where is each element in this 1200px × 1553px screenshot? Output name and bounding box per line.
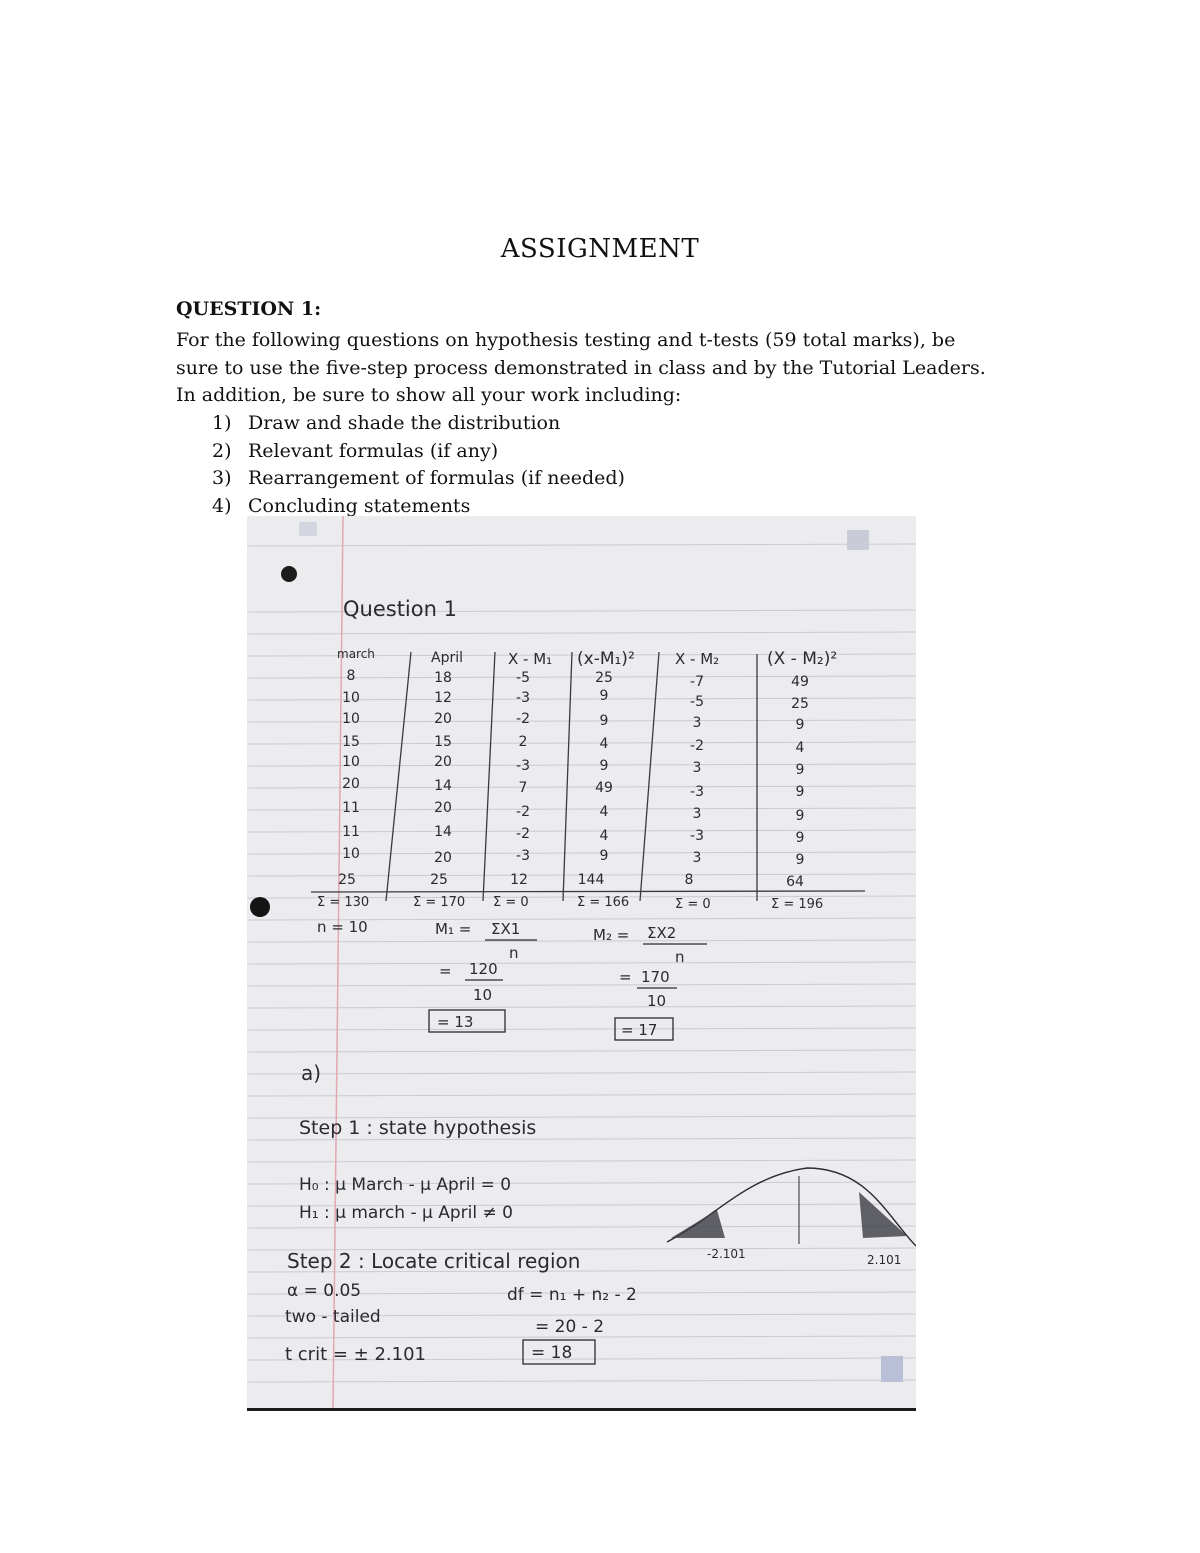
df-formula: df = n₁ + n₂ - 2 xyxy=(507,1285,637,1305)
formula-text: 10 xyxy=(473,986,493,1004)
list-number: 1) xyxy=(212,412,232,434)
table-cell: 9 xyxy=(795,717,805,733)
table-cell: 9 xyxy=(599,713,609,729)
table-cell: 9 xyxy=(795,762,805,778)
critical-value-right: 2.101 xyxy=(867,1253,902,1267)
table-cell: 11 xyxy=(342,824,360,840)
list-text: Draw and shade the distribution xyxy=(248,412,561,434)
hole-punch xyxy=(250,897,270,917)
table-cell: 10 xyxy=(342,754,360,770)
table-cell: 25 xyxy=(338,872,356,888)
table-cell: -7 xyxy=(690,674,704,690)
table-header: April xyxy=(431,650,463,666)
table-header: X - M₁ xyxy=(508,650,553,668)
df-result: = 18 xyxy=(531,1343,573,1363)
table-cell: -2 xyxy=(516,804,530,820)
table-row xyxy=(342,824,804,846)
part-label: a) xyxy=(301,1061,322,1085)
table-cell: 3 xyxy=(692,806,702,822)
rejection-region-right xyxy=(859,1192,907,1238)
corner-stamp-icon xyxy=(881,1356,903,1382)
table-cell: 15 xyxy=(342,734,360,750)
table-cell: 20 xyxy=(434,850,452,866)
alternative-hypothesis: H₁ : μ march - μ April ≠ 0 xyxy=(299,1203,513,1223)
hole-punch xyxy=(281,566,297,582)
formula-text: M₁ = xyxy=(435,920,472,938)
table-row xyxy=(342,800,804,824)
result-box: = 13 xyxy=(437,1013,474,1031)
table-cell: 25 xyxy=(595,670,613,686)
notebook-page-drawing xyxy=(247,516,916,1408)
table-cell: 18 xyxy=(434,670,452,686)
table-cell: 9 xyxy=(795,808,805,824)
table-header: (X - M₂)² xyxy=(767,649,838,669)
test-type: two - tailed xyxy=(285,1307,381,1327)
list-number: 4) xyxy=(212,494,232,517)
formula-text: 170 xyxy=(641,968,670,986)
table-row xyxy=(347,668,809,690)
list-number: 3) xyxy=(212,467,232,489)
list-number: 2) xyxy=(212,439,232,462)
table-cell: 9 xyxy=(795,852,805,868)
instruction-line: In addition, be sure to show all your work including: xyxy=(176,384,682,406)
mean-march-calc xyxy=(429,920,537,1032)
list-text: Rearrangement of formulas (if needed) xyxy=(248,467,625,489)
table-cell: 20 xyxy=(434,800,452,816)
instructions-paragraph xyxy=(176,327,1056,410)
table-cell: 3 xyxy=(692,715,702,731)
table-cell: 25 xyxy=(791,696,809,712)
table-cell: 25 xyxy=(430,872,448,888)
table-cell: -3 xyxy=(690,784,704,800)
table-cell: 4 xyxy=(599,804,609,820)
list-item xyxy=(212,438,625,466)
instruction-line: For the following questions on hypothesis testing and t-tests (59 total marks), be xyxy=(176,329,956,351)
null-hypothesis: H₀ : μ March - μ April = 0 xyxy=(299,1175,512,1195)
table-cell: -5 xyxy=(516,670,530,686)
table-cell: -2 xyxy=(690,738,704,754)
table-cell: 2 xyxy=(518,734,528,750)
step-2-heading: Step 2 : Locate critical region xyxy=(287,1249,581,1273)
table-cell: 10 xyxy=(342,711,360,727)
instruction-line: sure to use the five-step process demonstrated in class and by the Tutorial Leaders. xyxy=(176,356,986,379)
formula-text: ΣX2 xyxy=(647,924,677,942)
table-cell: 4 xyxy=(599,736,609,752)
table-cell: 10 xyxy=(342,846,360,862)
table-cell: 12 xyxy=(434,690,452,706)
corner-stamp-icon xyxy=(847,530,869,550)
table-cell: 3 xyxy=(692,850,702,866)
table-cell: 9 xyxy=(599,848,609,864)
mean-april-calc xyxy=(593,924,707,1040)
corner-stamp-icon xyxy=(299,522,317,536)
handwritten-notebook-photo xyxy=(247,516,916,1411)
sum-cell: Σ = 0 xyxy=(493,895,529,910)
formula-text: = xyxy=(439,962,452,980)
table-cell: -3 xyxy=(516,690,530,706)
table-cell: 49 xyxy=(791,674,809,690)
table-cell: 144 xyxy=(577,872,605,888)
table-header: X - M₂ xyxy=(675,650,720,668)
sum-cell: Σ = 170 xyxy=(413,895,466,910)
critical-value-left: -2.101 xyxy=(707,1247,746,1261)
formula-text: = xyxy=(619,968,632,986)
formula-text: n xyxy=(675,948,685,966)
table-cell: 64 xyxy=(786,874,804,890)
question-heading: QUESTION 1: xyxy=(176,298,322,320)
table-cell: 20 xyxy=(434,711,452,727)
alpha-level: α = 0.05 xyxy=(287,1281,362,1301)
sample-size: n = 10 xyxy=(317,918,368,936)
table-cell: 4 xyxy=(795,740,805,756)
table-cell: 9 xyxy=(599,688,609,704)
table-cell: 15 xyxy=(434,734,452,750)
formula-text: M₂ = xyxy=(593,926,630,944)
step-1-heading: Step 1 : state hypothesis xyxy=(299,1117,537,1139)
table-cell: -3 xyxy=(516,848,530,864)
table-cell: 20 xyxy=(434,754,452,770)
formula-text: ΣX1 xyxy=(491,920,521,938)
table-cell: 3 xyxy=(692,760,702,776)
rejection-region-left xyxy=(671,1210,725,1238)
table-cell: 14 xyxy=(434,778,452,794)
table-cell: 7 xyxy=(518,780,528,796)
sum-cell: Σ = 196 xyxy=(771,897,824,912)
formula-text: 10 xyxy=(647,992,667,1010)
table-row xyxy=(342,734,804,756)
table-cell: -2 xyxy=(516,826,530,842)
table-header: march xyxy=(337,647,375,661)
formula-text: 120 xyxy=(469,960,498,978)
table-grid xyxy=(311,652,865,901)
notebook-heading: Question 1 xyxy=(343,597,457,621)
table-header: (x-M₁)² xyxy=(577,649,635,669)
table-cell: 8 xyxy=(684,872,694,888)
table-cell: -3 xyxy=(516,758,530,774)
sum-cell: Σ = 166 xyxy=(577,895,630,910)
formula-text: n xyxy=(509,944,519,962)
sum-cell: Σ = 0 xyxy=(675,897,711,912)
sum-cell: Σ = 130 xyxy=(317,895,370,910)
table-cell: -5 xyxy=(690,694,704,710)
table-cell: 8 xyxy=(346,668,356,684)
table-row xyxy=(342,846,804,868)
result-box: = 17 xyxy=(621,1021,658,1039)
requirements-list xyxy=(212,410,625,520)
document-title: ASSIGNMENT xyxy=(500,234,700,264)
list-item xyxy=(212,465,625,493)
list-item xyxy=(212,410,625,438)
table-cell: 9 xyxy=(795,784,805,800)
table-cell: -2 xyxy=(516,711,530,727)
table-cell: 12 xyxy=(510,872,528,888)
table-cell: -3 xyxy=(690,828,704,844)
table-cell: 11 xyxy=(342,800,360,816)
table-cell: 9 xyxy=(599,758,609,774)
critical-t-value: t crit = ± 2.101 xyxy=(285,1344,426,1365)
table-header-row xyxy=(337,647,837,669)
table-cell: 9 xyxy=(795,830,805,846)
table-cell: 14 xyxy=(434,824,452,840)
table-body xyxy=(338,668,809,890)
table-cell: 10 xyxy=(342,690,360,706)
table-cell: 4 xyxy=(599,828,609,844)
table-cell: 49 xyxy=(595,780,613,796)
table-cell: 20 xyxy=(342,776,360,792)
list-text: Relevant formulas (if any) xyxy=(248,439,499,462)
list-text: Concluding statements xyxy=(248,494,471,517)
df-step: = 20 - 2 xyxy=(535,1317,605,1337)
